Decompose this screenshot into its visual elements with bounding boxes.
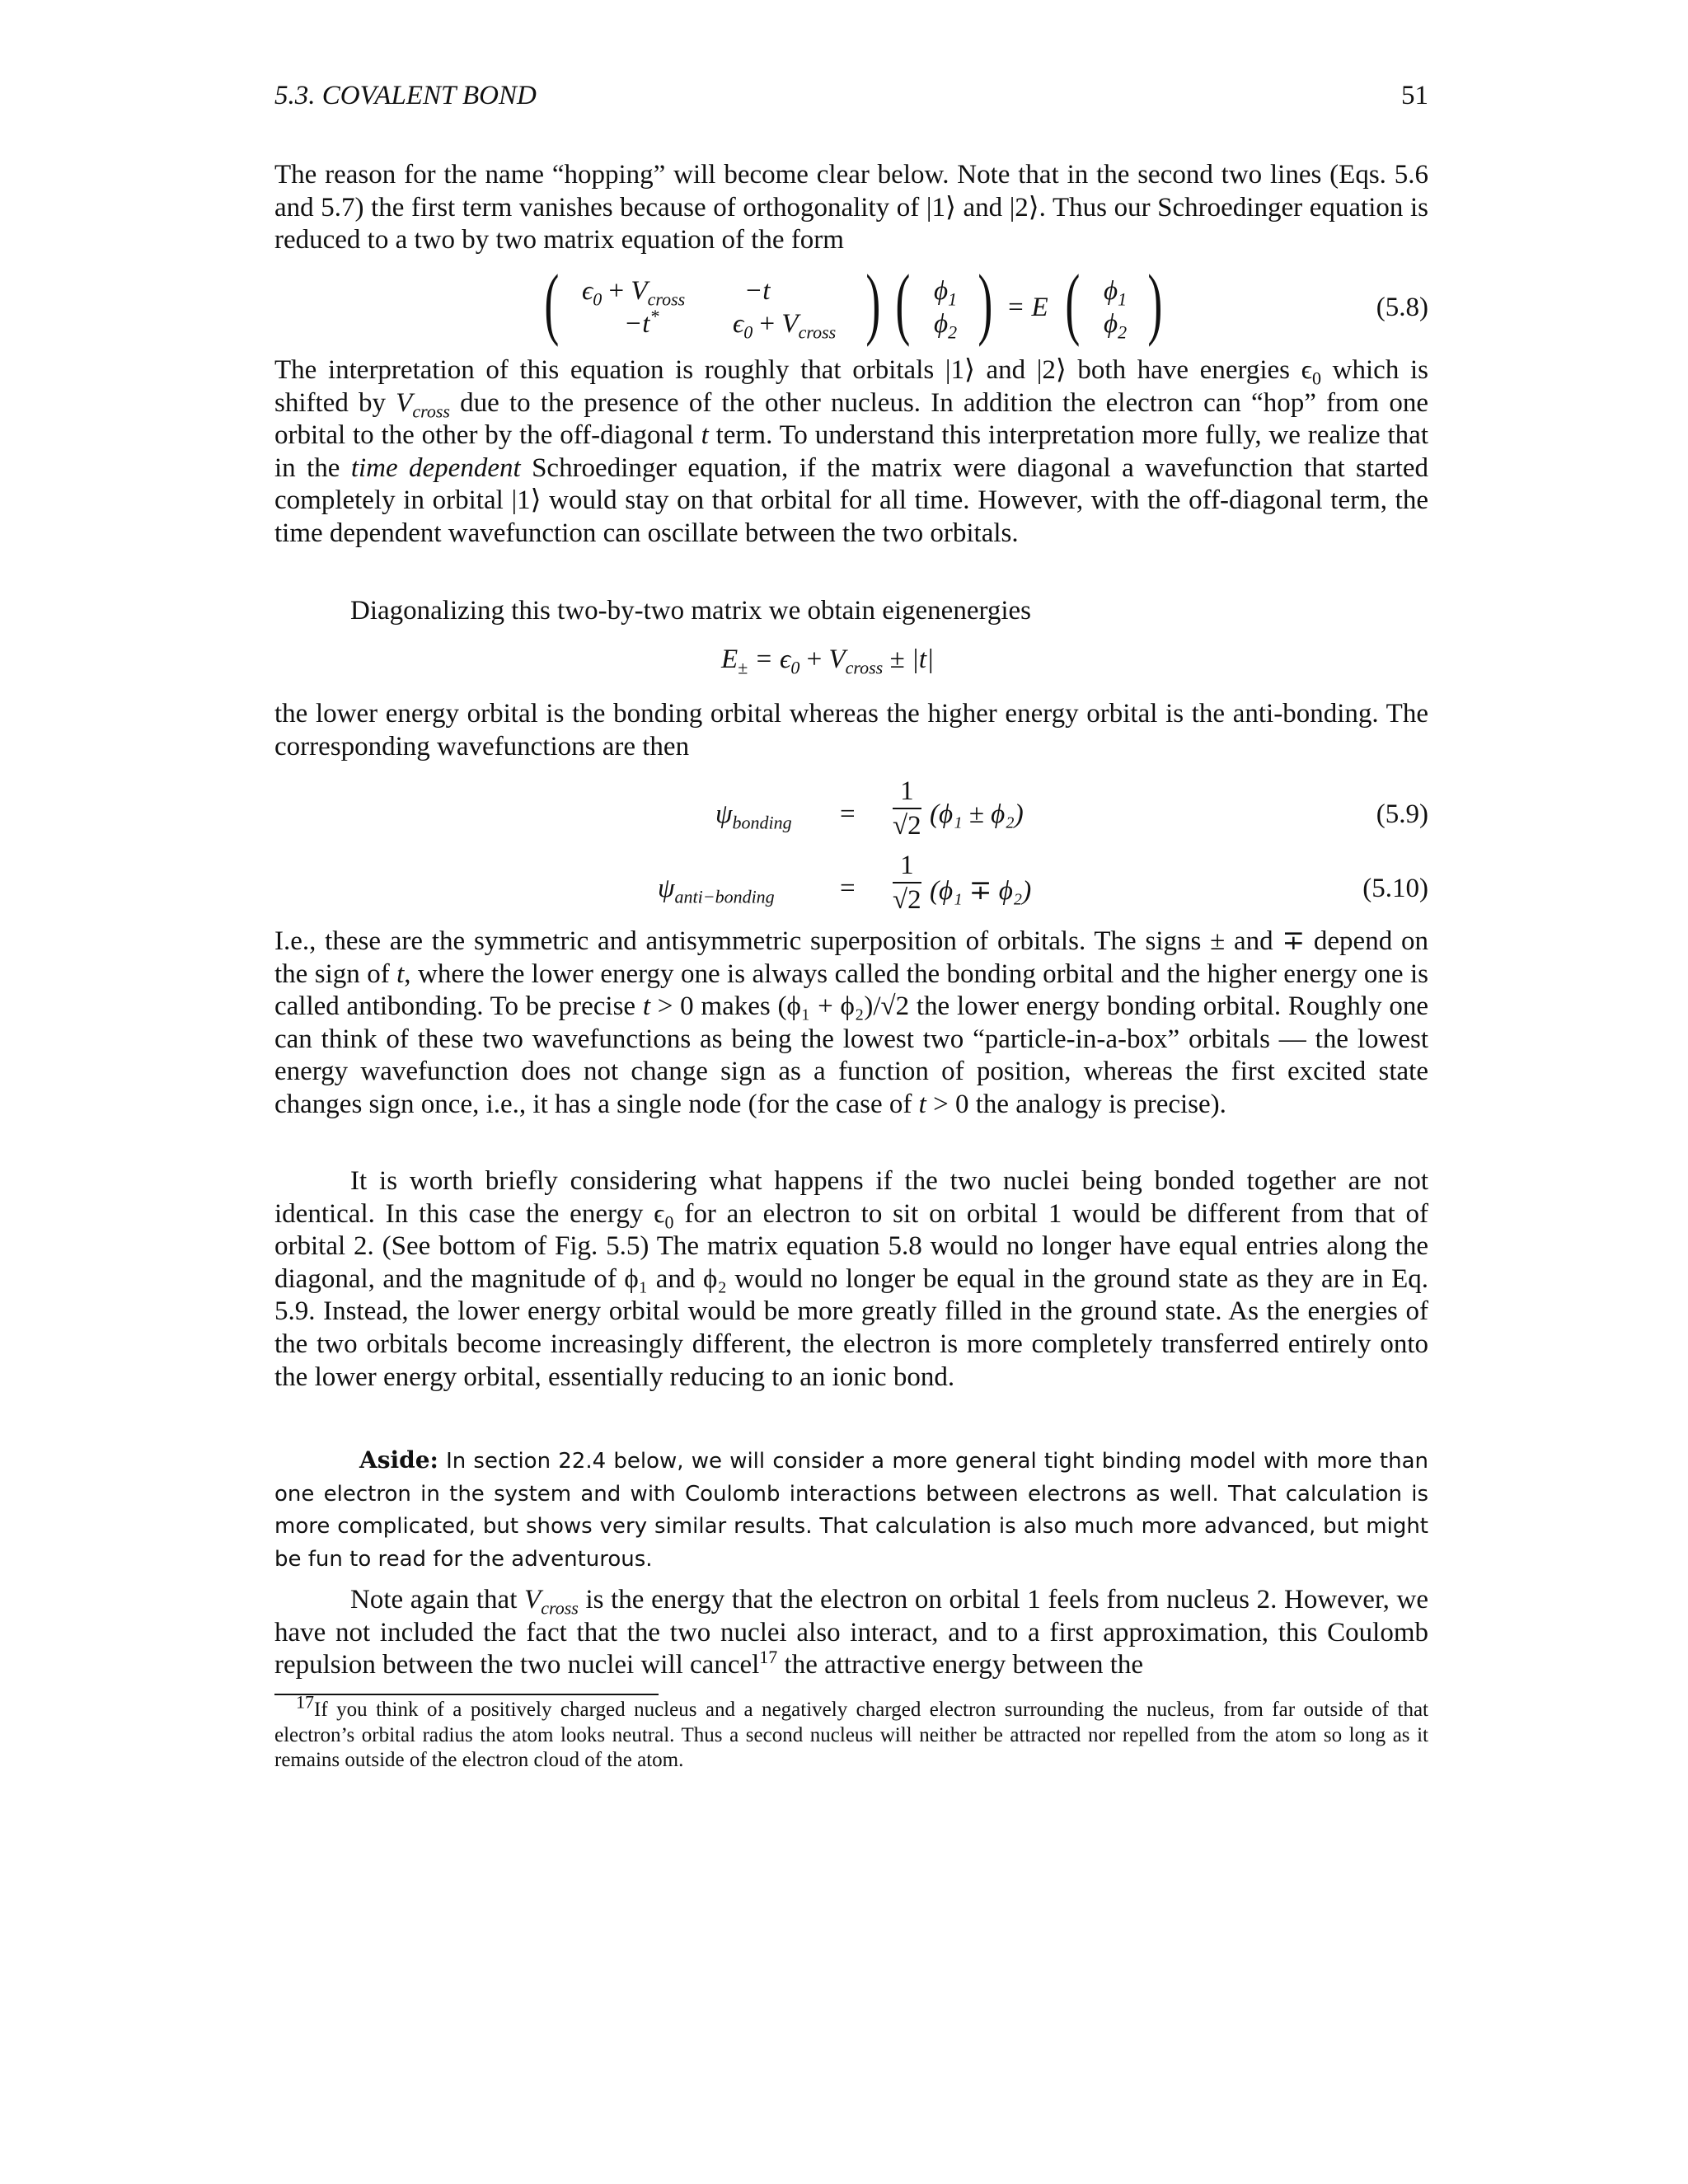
paragraph-text: The reason for the name “hopping” will become clear below. Note that in the second two lines (Eqs. 5.6 and 5.7) the first term vanishes because of orthogonality of |1⟩ and |2⟩. Thus our Schroedinger equation is reduced to a two by two matrix equation of the form — [274, 160, 1428, 255]
paragraph-text: I.e., these are the symmetric and antisymmetric superposition of orbitals. The signs ± and ∓ depend on the sign of t, where the lower energy one is always called the bonding orbital and the higher energy one is called antibonding. To be precise t > 0 makes (ϕ₁ + ϕ₂)/√2 the lower energy bonding orbital. Roughly one can think of these two wavefunctions as being the lowest two “particle-in-a-box” orbitals — the lowest energy wavefunction does not change sign as a function of position, whereas the first excited state changes sign once, i.e., it has a single node (for the case of t > 0 the analogy is precise). — [274, 926, 1428, 1119]
vector-entry-1: $\phi_1$ — [934, 276, 958, 310]
paragraph-3 — [274, 595, 1428, 628]
equals-E: = E — [1006, 293, 1048, 322]
footnote-rule — [274, 1694, 659, 1695]
aside-label: Aside: — [359, 1446, 438, 1474]
paragraph-7 — [274, 1584, 1428, 1682]
vector-entry-2-rhs: $\phi_2$ — [1104, 309, 1128, 343]
paragraph-text: Diagonalizing this two-by-two matrix we obtain eigenenergies — [350, 596, 1032, 626]
aside-text: Aside: In section 22.4 below, we will consider a more general tight binding model with more than one electron in the system and with Coulomb interactions between electrons as well. That calculation is more complicated, but shows very similar results. That calculation is also much more advanced, but might be fun to read for the adventurous. — [274, 1446, 1428, 1572]
vector-entry-1-rhs: $\phi_1$ — [1104, 276, 1128, 310]
equation-number: (5.10) — [1362, 874, 1428, 903]
matrix-entry-11: $\epsilon_0 + V_{cross}$ — [582, 276, 686, 310]
vector-entry-2: $\phi_2$ — [934, 309, 958, 343]
equation-5-8: ( $\epsilon_0 + V_{cross}$ −t −t* $\epsilon_0 + V_{cross}$ ) ( $\phi_1$ $\phi_2$ ) = E ( $\phi_1$ $\phi_2$ ) (5.8) — [544, 259, 1428, 348]
section-title: 5.3. COVALENT BOND — [274, 81, 537, 110]
equation-number: (5.8) — [1376, 293, 1428, 322]
matrix-entry-22: $\epsilon_0 + V_{cross}$ — [733, 309, 837, 343]
paragraph-6 — [274, 1165, 1428, 1394]
paragraph-4 — [274, 698, 1428, 763]
matrix-entry-12: −t — [744, 276, 771, 306]
page-number: 51 — [1401, 81, 1428, 110]
paragraph-1 — [274, 159, 1428, 257]
paragraph-2 — [274, 354, 1428, 551]
paragraph-5 — [274, 926, 1428, 1122]
equation-5-9: $\psi_{bonding}$ = $\frac{1}{√2}$ (ϕ₁ ± ϕ₂) (5.9) — [715, 776, 1428, 841]
matrix-entry-21: −t* — [624, 306, 659, 339]
equation-number: (5.9) — [1376, 799, 1428, 829]
paragraph-text: Note again that $V_{cross}$ is the energy that the electron on orbital 1 feels from nucleus 2. However, we have not included the fact that the two nuclei also interact, and to a first approximation, this Coulomb repulsion between the two nuclei will cancel$^{17}$ the attractive energy between the — [274, 1585, 1428, 1680]
paragraph-text: It is worth briefly considering what happens if the two nuclei being bonded together are not identical. In this case the energy $\epsilon_0$ for an electron to sit on orbital 1 would be different from that of orbital 2. (See bottom of Fig. 5.5) The matrix equation 5.8 would no longer have equal entries along the diagonal, and the magnitude of ϕ₁ and ϕ₂ would no longer be equal in the ground state as they are in Eq. 5.9. Instead, the lower energy orbital would be more greatly filled in the ground state. As the energies of the two orbitals become increasingly different, the electron is more completely transferred entirely onto the lower energy orbital, essentially reducing to an ionic bond. — [274, 1166, 1428, 1392]
running-header — [274, 81, 1428, 111]
paragraph-text: The interpretation of this equation is roughly that orbitals |1⟩ and |2⟩ both have energies $\epsilon_0$ which is shifted by $V_{cross}$ due to the presence of the other nucleus. In addition the electron can “hop” from one orbital to the other by the off-diagonal t term. To understand this interpretation more fully, we realize that in the time dependent Schroedinger equation, if the matrix were diagonal a wavefunction that started completely in orbital |1⟩ would stay on that orbital for all time. However, with the off-diagonal term, the time dependent wavefunction can oscillate between the two orbitals. — [274, 355, 1429, 548]
aside-block — [274, 1444, 1428, 1576]
eigenenergy-equation: $E_\pm = \epsilon_0 + V_{cross} \pm |t|$ — [721, 644, 935, 678]
equation-5-10: $\psi_{anti-bonding}$ = $\frac{1}{√2}$ (ϕ₁ ∓ ϕ₂) (5.10) — [658, 851, 1428, 915]
footnote-17: $^{17}$If you think of a positively charged nucleus and a negatively charged electron surrounding the nucleus, from far outside of that electron’s orbital radius the atom looks neutral. Thus a second nucleus will neither be attracted nor repelled from the atom so long as it remains outside of the electron cloud of the atom. — [274, 1691, 1428, 1771]
paragraph-text: the lower energy orbital is the bonding orbital whereas the higher energy orbital is the anti-bonding. The corresponding wavefunctions are then — [274, 699, 1428, 762]
